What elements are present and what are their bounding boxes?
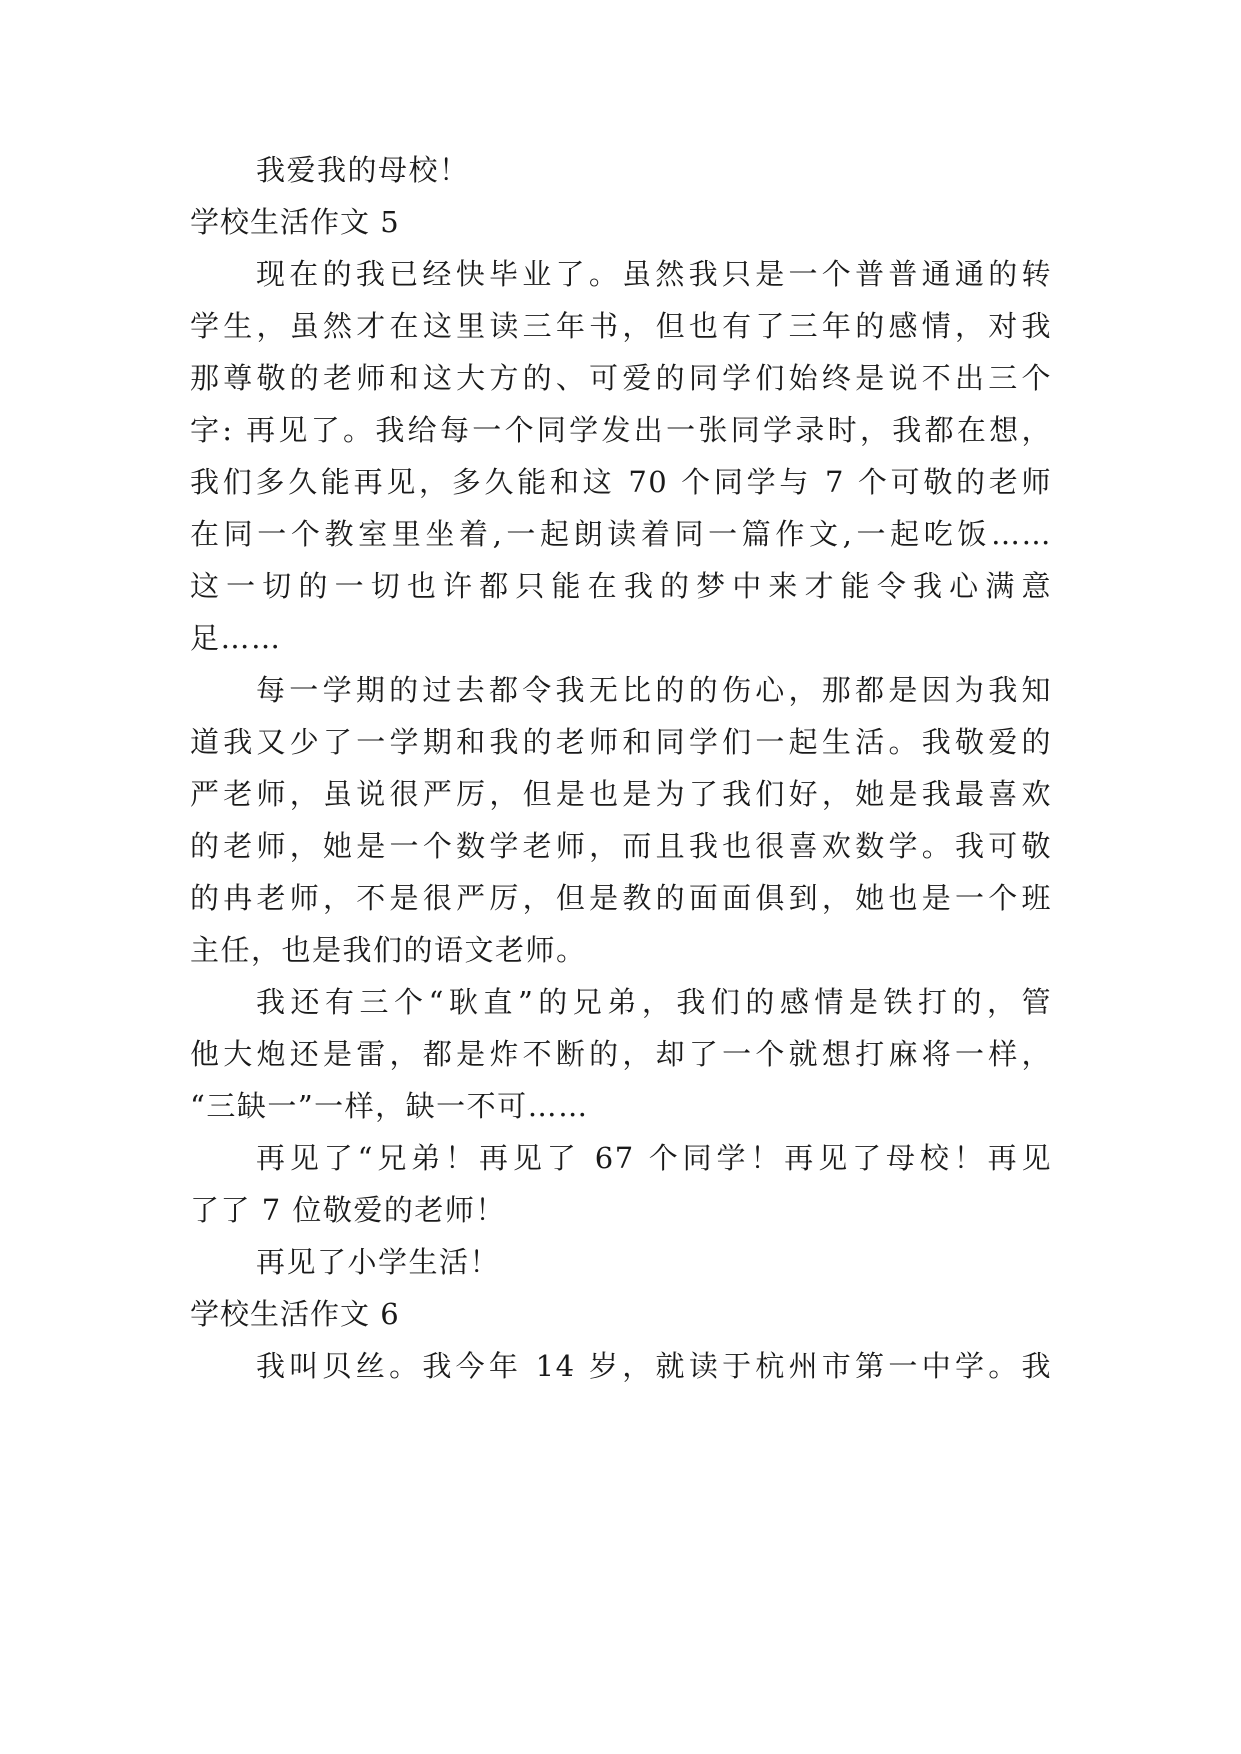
- paragraph-line: 每一学期的过去都令我无比的的伤心，那都是因为我知: [256, 673, 1052, 707]
- paragraph-line: 学生，虽然才在这里读三年书，但也有了三年的感情，对我: [190, 309, 1052, 343]
- paragraph-line: 再见了“兄弟！再见了 67 个同学！再见了母校！再见: [256, 1141, 1052, 1175]
- paragraph-line: 严老师，虽说很严厉，但是也是为了我们好，她是我最喜欢: [190, 777, 1052, 811]
- paragraph-line: 在同一个教室里坐着,一起朗读着同一篇作文,一起吃饭……: [190, 517, 1052, 551]
- paragraph-line: “三缺一”一样，缺一不可……: [190, 1089, 589, 1123]
- paragraph-line: 他大炮还是雷，都是炸不断的，却了一个就想打麻将一样，: [190, 1037, 1052, 1071]
- paragraph-line: 那尊敬的老师和这大方的、可爱的同学们始终是说不出三个: [190, 361, 1052, 395]
- closing-line: 我爱我的母校！: [256, 153, 470, 187]
- paragraph-line: 了了 7 位敬爱的老师！: [190, 1193, 506, 1227]
- paragraph-line: 道我又少了一学期和我的老师和同学们一起生活。我敬爱的: [190, 725, 1052, 759]
- paragraph-line: 现在的我已经快毕业了。虽然我只是一个普普通通的转: [256, 257, 1052, 291]
- paragraph-line: 这一切的一切也许都只能在我的梦中来才能令我心满意: [190, 569, 1052, 603]
- paragraph-line: 的冉老师，不是很严厉，但是教的面面俱到，她也是一个班: [190, 881, 1052, 915]
- essay-5-title: 学校生活作文 5: [190, 205, 400, 239]
- essay-6-title: 学校生活作文 6: [190, 1297, 400, 1331]
- paragraph-line: 主任，也是我们的语文老师。: [190, 933, 587, 967]
- paragraph-line: 字: 再见了。我给每一个同学发出一张同学录时，我都在想，: [190, 413, 1052, 447]
- essay-5-paragraph-5: 再见了小学生活！: [256, 1245, 501, 1279]
- paragraph-line: 足……: [190, 621, 282, 655]
- paragraph-line: 我还有三个“耿直”的兄弟，我们的感情是铁打的，管: [256, 985, 1052, 1019]
- essay-6-paragraph-1-line: 我叫贝丝。我今年 14 岁，就读于杭州市第一中学。我: [256, 1349, 1052, 1383]
- paragraph-line: 我们多久能再见，多久能和这 70 个同学与 7 个可敬的老师: [190, 465, 1052, 499]
- paragraph-line: 的老师，她是一个数学老师，而且我也很喜欢数学。我可敬: [190, 829, 1052, 863]
